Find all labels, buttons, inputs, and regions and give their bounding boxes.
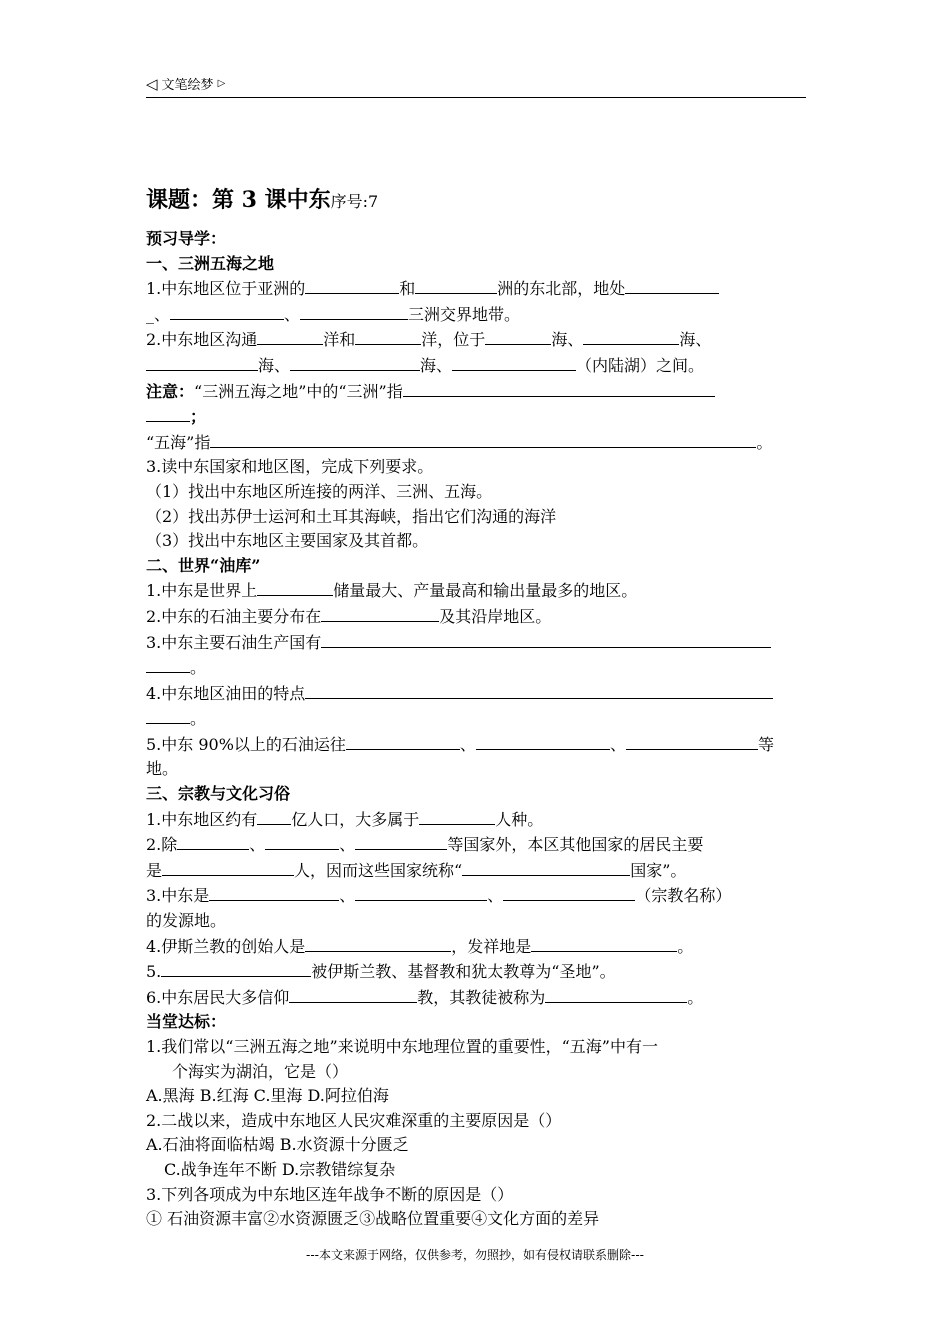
practice-q2-options1: A.石油将面临枯竭 B.水资源十分匮乏: [146, 1135, 409, 1155]
s2-q3-line1: 3.中东主要石油生产国有: [146, 630, 809, 656]
blank[interactable]: [485, 327, 551, 345]
practice-q1-line2: 个海实为湖泊，它是（）: [172, 1061, 349, 1081]
blank[interactable]: [300, 302, 408, 320]
blank[interactable]: [257, 327, 323, 345]
blank[interactable]: [503, 883, 635, 901]
s3-q1: 1.中东地区约有 亿人口，大多属于 人种。: [146, 807, 809, 833]
page-header: [146, 74, 806, 93]
blank[interactable]: [146, 404, 190, 422]
title-seq: 序号:7: [330, 192, 379, 211]
blank[interactable]: [305, 934, 451, 952]
practice-q3-options: ① 石油资源丰富②水资源匮乏③战略位置重要④文化方面的差异: [146, 1209, 600, 1229]
blank[interactable]: [626, 732, 758, 750]
s1-note-line1: 注意：“三洲五海之地”中的“三洲”指: [146, 379, 809, 405]
blank[interactable]: [146, 706, 190, 724]
s3-q5: 5. 被伊斯兰教、基督教和犹太教尊为“圣地”。: [146, 959, 809, 985]
practice-q1-line1: 1.我们常以“三洲五海之地”来说明中东地理位置的重要性，“五海”中有一: [146, 1037, 658, 1056]
blank[interactable]: [462, 858, 630, 876]
s2-q3-line2: 。: [146, 655, 809, 681]
section2-heading: 二、世界“油库”: [146, 555, 261, 575]
left-triangle-icon: ◁: [146, 74, 158, 93]
blank[interactable]: [146, 655, 190, 673]
practice-q3: 3.下列各项成为中东地区连年战争不断的原因是（）: [146, 1184, 514, 1204]
section1-heading: 一、三洲五海之地: [146, 253, 275, 273]
blank[interactable]: [355, 327, 421, 345]
blank[interactable]: [355, 883, 487, 901]
s1-q3: 3.读中东国家和地区图，完成下列要求。: [146, 457, 434, 477]
blank[interactable]: [346, 732, 460, 750]
blank[interactable]: [545, 985, 687, 1003]
header-rule: [146, 97, 806, 98]
s2-q5-line1: 5.中东 90%以上的石油运往 、 、 等: [146, 732, 809, 758]
s3-q3-line1: 3.中东是 、 、 （宗教名称）: [146, 883, 809, 909]
s2-q1: 1.中东是世界上 储量最大、产量最高和输出量最多的地区。: [146, 578, 809, 604]
title-main: 课题：第 3 课中东: [146, 187, 331, 213]
s3-q2-line1: 2.除 、 、 等国家外，本区其他国家的居民主要: [146, 832, 809, 858]
blank[interactable]: [476, 732, 610, 750]
blank[interactable]: [161, 959, 311, 977]
preview-heading: 预习导学：: [146, 229, 227, 248]
blank[interactable]: [305, 276, 399, 294]
footer-disclaimer: ---本文来源于网络，仅供参考，勿照抄，如有侵权请联系删除---: [306, 1248, 644, 1262]
blank[interactable]: [290, 353, 420, 371]
practice-heading: 当堂达标：: [146, 1012, 227, 1032]
s2-q2: 2.中东的石油主要分布在 及其沿岸地区。: [146, 604, 809, 630]
s1-q1-line1: 1.中东地区位于亚洲的 和 洲的东北部，地处: [146, 276, 809, 302]
blank[interactable]: [257, 807, 291, 825]
blank[interactable]: [305, 681, 773, 699]
blank[interactable]: [415, 276, 497, 294]
s1-q2-line1: 2.中东地区沟通 洋和 洋，位于 海、 海、: [146, 327, 809, 353]
blank[interactable]: [403, 379, 715, 397]
blank[interactable]: [452, 353, 576, 371]
blank[interactable]: [170, 302, 284, 320]
header-brand: 文笔绘梦: [161, 78, 214, 93]
blank[interactable]: [177, 832, 249, 850]
s1-five-seas-line: “五海”指 。: [146, 430, 809, 456]
blank[interactable]: [265, 832, 339, 850]
s1-note-line2: ；: [146, 404, 809, 430]
s1-q3-2: （2）找出苏伊士运河和土耳其海峡，指出它们沟通的海洋: [146, 506, 557, 526]
s1-q3-3: （3）找出中东地区主要国家及其首都。: [146, 531, 429, 551]
blank[interactable]: [355, 832, 447, 850]
document-body: [146, 183, 809, 1232]
s3-q6: 6.中东居民大多信仰 教，其教徒被称为 。: [146, 985, 809, 1011]
s3-q3-line2: 的发源地。: [146, 911, 227, 931]
blank[interactable]: [209, 883, 339, 901]
s1-q3-1: （1）找出中东地区所连接的两洋、三洲、五海。: [146, 481, 493, 501]
blank[interactable]: [531, 934, 677, 952]
blank[interactable]: [321, 630, 771, 648]
practice-q2: 2.二战以来，造成中东地区人民灾难深重的主要原因是（）: [146, 1110, 562, 1130]
section3-heading: 三、宗教与文化习俗: [146, 784, 291, 804]
blank[interactable]: [321, 604, 439, 622]
right-triangle-icon: ▷: [217, 78, 226, 89]
blank[interactable]: [419, 807, 495, 825]
blank[interactable]: [289, 985, 417, 1003]
s3-q4: 4.伊斯兰教的创始人是 ，发祥地是 。: [146, 934, 809, 960]
practice-q2-options2: C.战争连年不断 D.宗教错综复杂: [164, 1159, 396, 1179]
blank[interactable]: [257, 578, 333, 596]
s2-q4-line2: 。: [146, 706, 809, 732]
page-title: [146, 183, 809, 219]
s1-q1-line2: _、 、 三洲交界地带。: [146, 302, 809, 328]
s1-q2-line2: 海、 海、 （内陆湖）之间。: [146, 353, 809, 379]
blank[interactable]: [625, 276, 719, 294]
practice-q1-options: A.黑海 B.红海 C.里海 D.阿拉伯海: [146, 1086, 389, 1106]
s2-q4-line1: 4.中东地区油田的特点: [146, 681, 809, 707]
s2-q5-line2: 地。: [146, 759, 179, 779]
s3-q2-line2: 是 人，因而这些国家统称“ 国家”。: [146, 858, 809, 884]
blank[interactable]: [210, 430, 756, 448]
blank[interactable]: [146, 353, 258, 371]
blank[interactable]: [162, 858, 294, 876]
blank[interactable]: [583, 327, 679, 345]
